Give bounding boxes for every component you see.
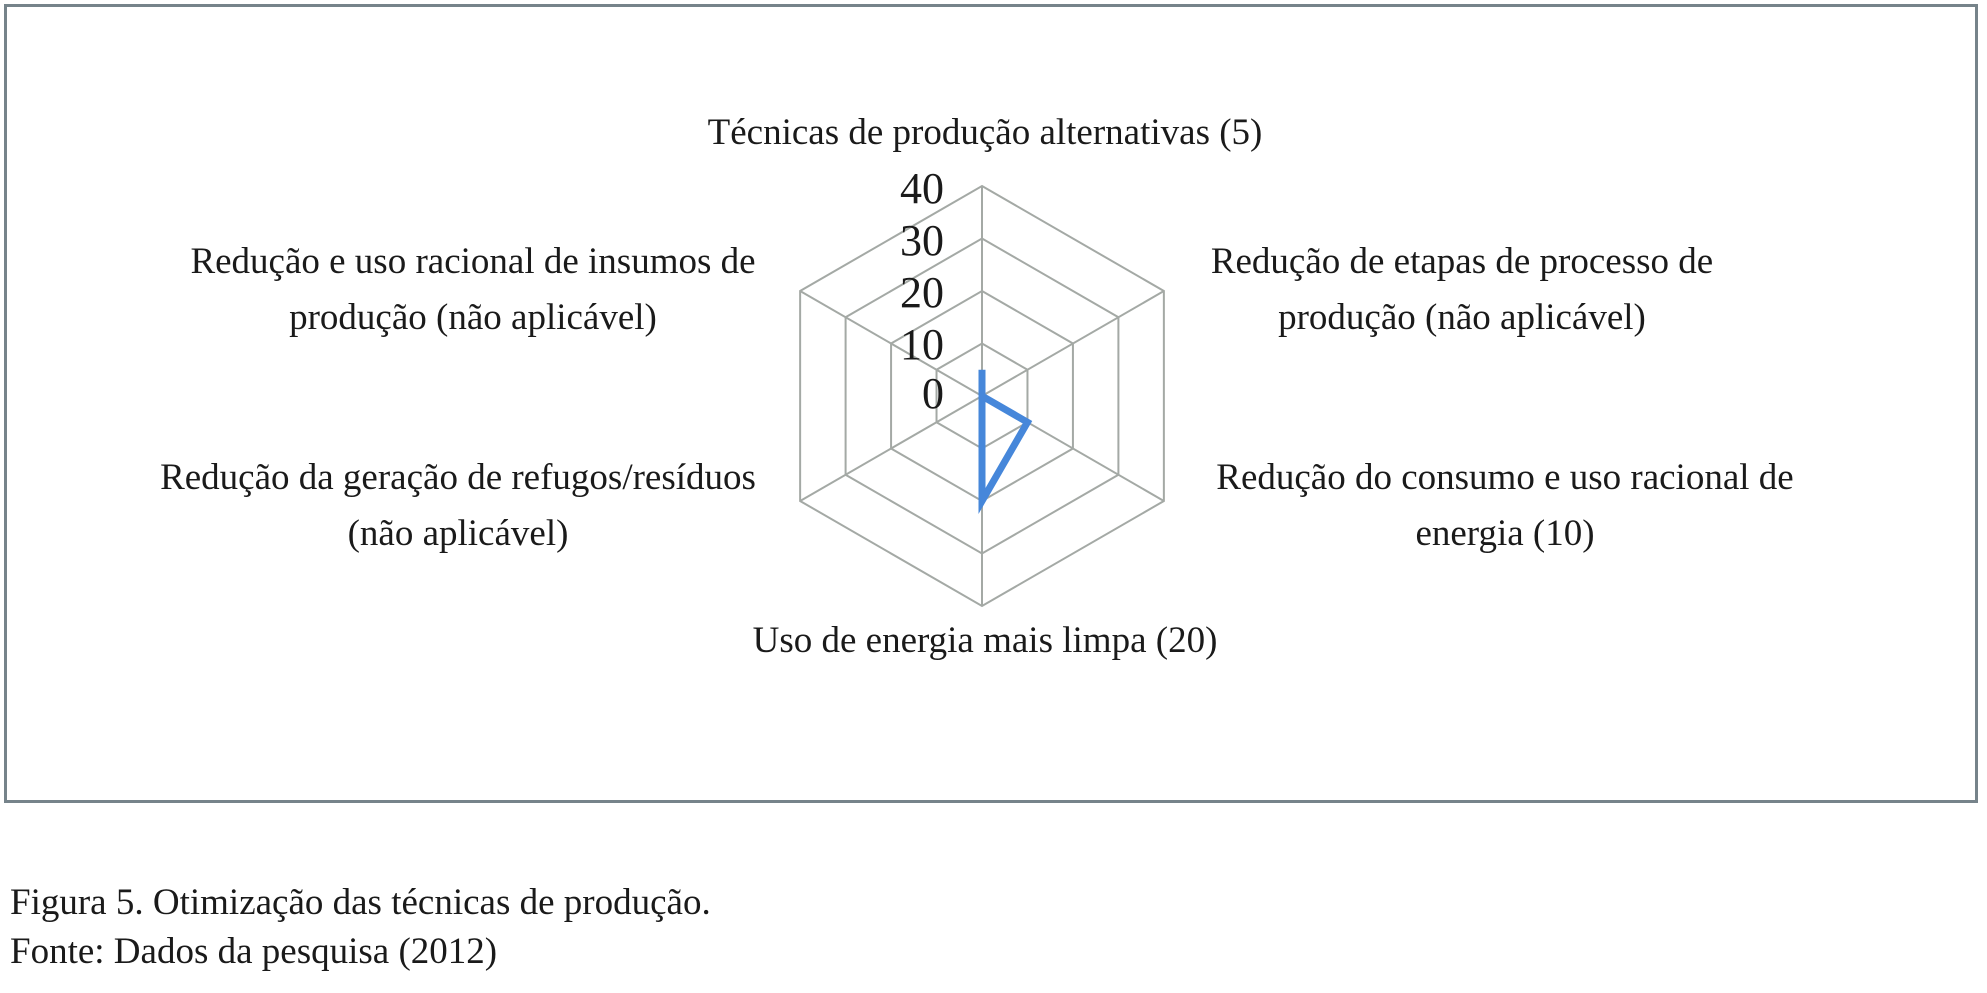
figure-caption-source: Fonte: Dados da pesquisa (2012)	[10, 931, 498, 972]
radial-tick-20: 20	[900, 268, 944, 317]
axis-label-reducao-etapas-processo	[1211, 234, 1713, 346]
axis-label-tecnicas-producao-alternativas	[708, 105, 1263, 161]
axis-label-line: (não aplicável)	[347, 513, 569, 554]
axis-label-uso-energia-limpa	[753, 613, 1218, 669]
radial-tick-10: 10	[900, 320, 944, 369]
axis-label-reducao-consumo-energia	[1216, 450, 1793, 562]
axis-label-line: Redução de etapas de processo de	[1210, 241, 1714, 282]
axis-label-reducao-geracao-refugos	[160, 450, 756, 562]
radial-tick-30: 30	[900, 216, 944, 265]
axis-label-line: Redução do consumo e uso racional de	[1216, 457, 1794, 498]
radial-tick-0: 0	[922, 369, 944, 418]
axis-label-line: Técnicas de produção alternativas (5)	[707, 112, 1263, 153]
axis-label-line: energia (10)	[1415, 513, 1595, 554]
radial-tick-40: 40	[900, 164, 944, 213]
axis-label-line: Redução da geração de refugos/resíduos	[160, 457, 756, 498]
figure-caption-title: Figura 5. Otimização das técnicas de produção.	[10, 882, 711, 923]
figure-caption	[10, 878, 711, 976]
axis-label-line: Uso de energia mais limpa (20)	[752, 620, 1218, 661]
axis-label-line: produção (não aplicável)	[1278, 297, 1646, 338]
axis-label-reducao-insumos-producao	[190, 234, 755, 346]
axis-label-line: Redução e uso racional de insumos de	[190, 241, 756, 282]
axis-label-line: produção (não aplicável)	[289, 297, 657, 338]
